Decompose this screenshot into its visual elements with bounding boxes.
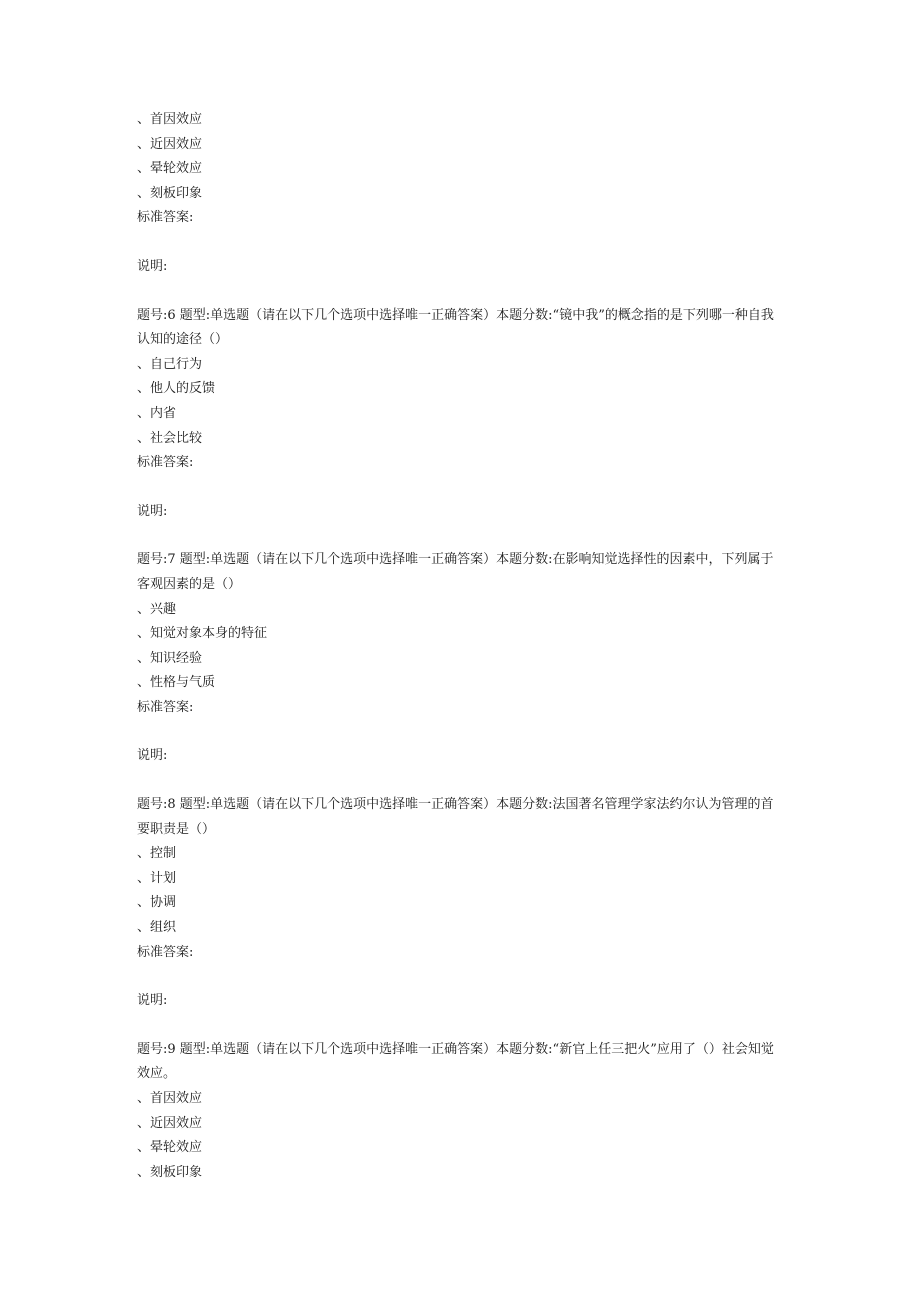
question-block-9: [137, 1038, 787, 1186]
option-a: 、兴趣: [137, 601, 177, 617]
question-text: 题号:8 题型:单选题（请在以下几个选项中选择唯一正确答案）本题分数:法国著名管理学家法约尔认为管理的首要职责是（）: [137, 797, 774, 837]
option-a: 、首因效应: [137, 1091, 203, 1106]
option-b: 、近因效应: [137, 1115, 203, 1131]
option-a: 、自己行为: [137, 356, 203, 372]
note-label: 说明:: [137, 258, 168, 274]
question-text: 题号:9 题型:单选题（请在以下几个选项中选择唯一正确答案）本题分数:“新官上任三把火”应用了（）社会知觉效应。: [137, 1041, 774, 1082]
question-block-8: [137, 793, 787, 1038]
note-label: 说明:: [137, 993, 168, 1009]
question-text: 题号:7 题型:单选题（请在以下几个选项中选择唯一正确答案）本题分数:在影响知觉选择性的因素中，下列属于客观因素的是（）: [137, 552, 774, 592]
question-block-6: [137, 304, 787, 549]
option-b: 、知觉对象本身的特征: [137, 626, 268, 642]
option-d: 、刻板印象: [137, 1164, 203, 1180]
option-d: 、社会比较: [137, 430, 203, 446]
option-a: 、控制: [137, 846, 177, 862]
option-b: 、他人的反馈: [137, 381, 216, 397]
note-label: 说明:: [137, 503, 168, 519]
question-block-7: [137, 548, 787, 793]
document-page: [137, 108, 787, 1185]
option-c: 、晕轮效应: [137, 161, 203, 177]
option-d: 、性格与气质: [137, 675, 216, 691]
option-c: 、晕轮效应: [137, 1140, 203, 1156]
option-c: 、知识经验: [137, 650, 203, 666]
question-block-top: [137, 108, 787, 304]
answer-label: 标准答案:: [137, 210, 194, 226]
option-b: 、近因效应: [137, 136, 203, 152]
option-d: 、刻板印象: [137, 185, 203, 201]
option-b: 、计划: [137, 870, 177, 886]
option-d: 、组织: [137, 920, 177, 936]
option-c: 、协调: [137, 895, 177, 911]
note-label: 说明:: [137, 748, 168, 764]
answer-label: 标准答案:: [137, 944, 194, 960]
answer-label: 标准答案:: [137, 699, 194, 715]
option-c: 、内省: [137, 405, 177, 421]
option-a: 、首因效应: [137, 112, 203, 127]
answer-label: 标准答案:: [137, 455, 194, 471]
question-text: 题号:6 题型:单选题（请在以下几个选项中选择唯一正确答案）本题分数:“镜中我”的概念指的是下列哪一种自我认知的途径（）: [137, 307, 774, 348]
